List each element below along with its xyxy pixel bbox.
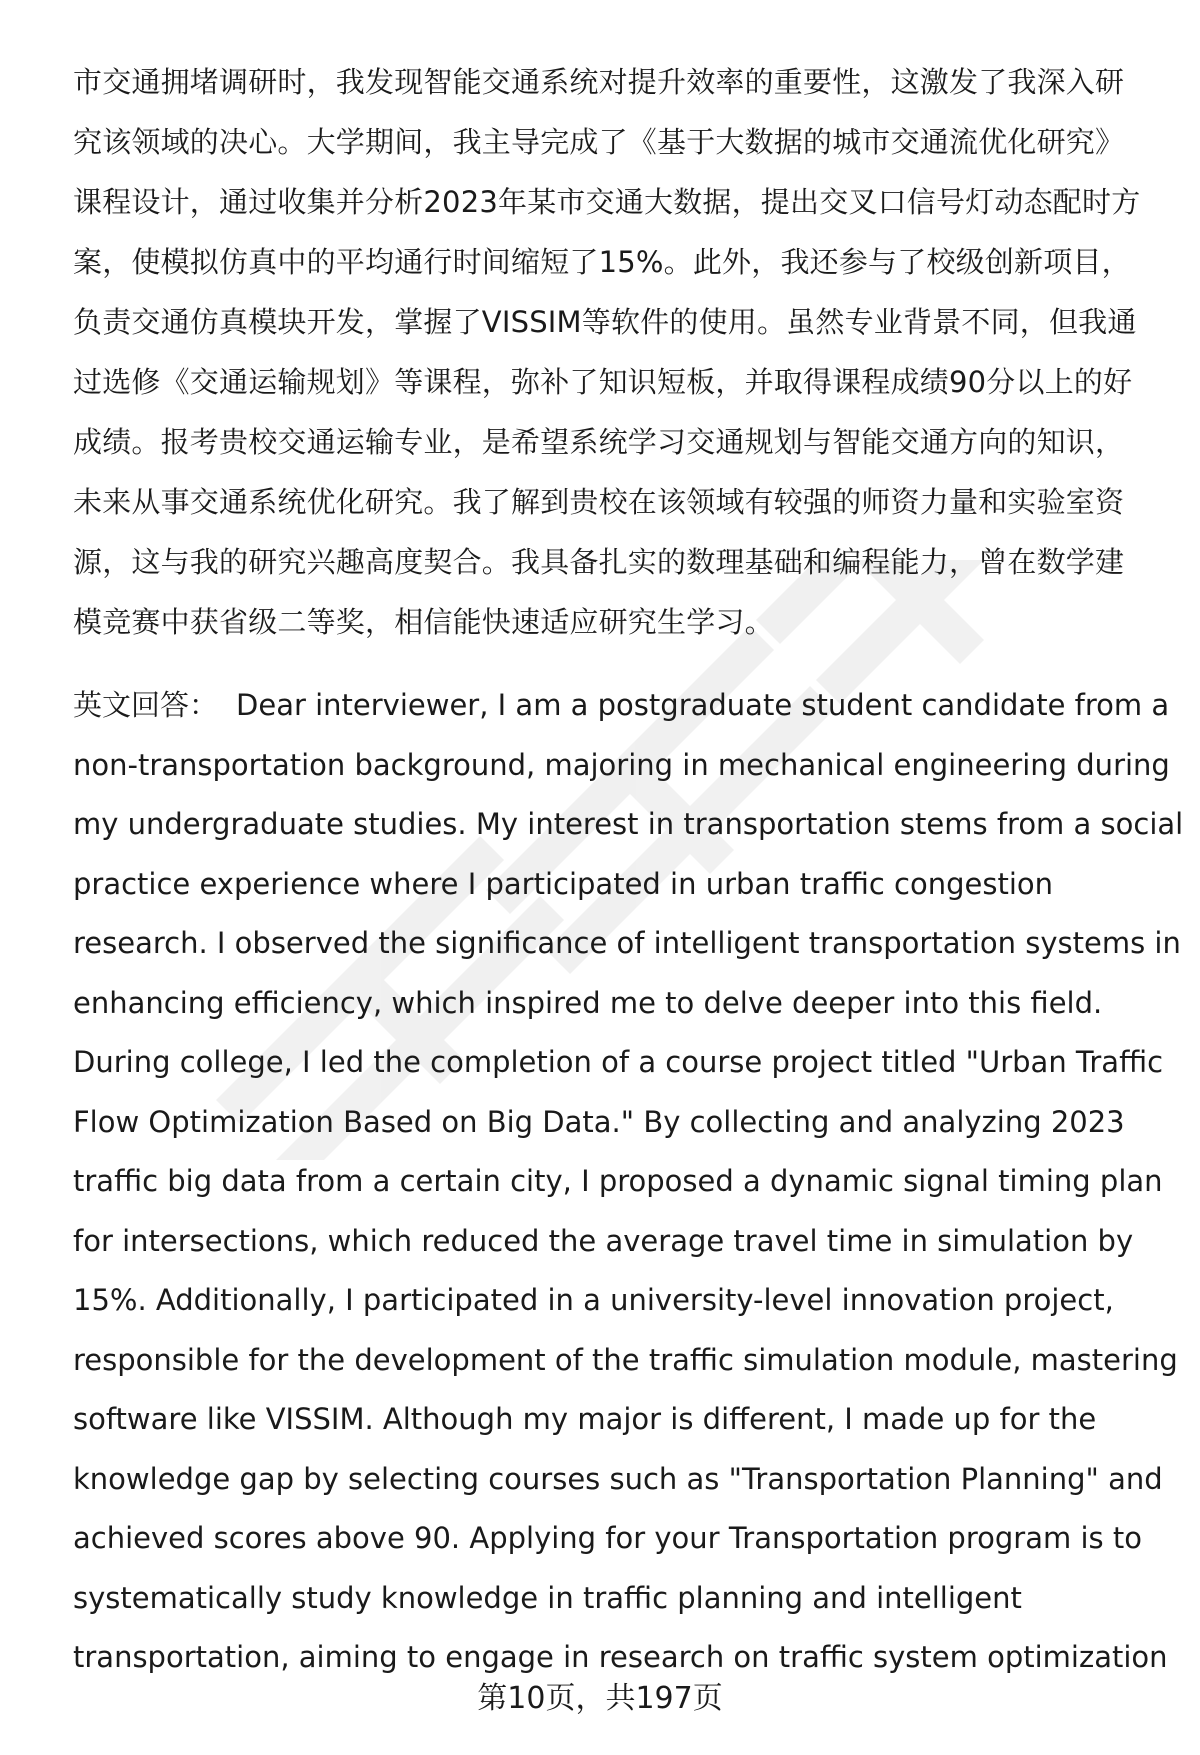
text-line: enhancing efficiency, which inspired me to delve deeper into this field.: [73, 985, 1103, 1020]
text-line: practice experience where I participated in urban traffic congestion: [73, 866, 1054, 901]
text-line-content: Dear interviewer, I am a postgraduate student candidate from a: [236, 688, 1170, 722]
text-line: non-transportation background, majoring in mechanical engineering during: [73, 747, 1170, 782]
english-answer-paragraph: [73, 676, 1184, 1688]
english-answer-label: 英文回答：: [73, 688, 219, 722]
text-line: systematically study knowledge in traffic planning and intelligent: [73, 1580, 1022, 1615]
text-line: 未来从事交通系统优化研究。我了解到贵校在该领域有较强的师资力量和实验室资: [73, 485, 1125, 519]
text-line: 案，使模拟仿真中的平均通行时间缩短了15%。此外，我还参与了校级创新项目，: [73, 245, 1131, 279]
text-line: 课程设计，通过收集并分析2023年某市交通大数据，提出交叉口信号灯动态配时方: [73, 185, 1141, 219]
text-line: transportation, aiming to engage in research on traffic system optimization: [73, 1640, 1168, 1674]
text-line: knowledge gap by selecting courses such as "Transportation Planning" and: [73, 1461, 1163, 1496]
text-line: software like VISSIM. Although my major is different, I made up for the: [73, 1402, 1097, 1436]
text-line: for intersections, which reduced the average travel time in simulation by: [73, 1223, 1134, 1258]
text-line: responsible for the development of the traffic simulation module, mastering: [73, 1342, 1178, 1377]
text-line: 成绩。报考贵校交通运输专业，是希望系统学习交通规划与智能交通方向的知识，: [73, 425, 1125, 459]
text-line: 源，这与我的研究兴趣高度契合。我具备扎实的数理基础和编程能力，曾在数学建: [73, 545, 1125, 579]
text-line: Flow Optimization Based on Big Data." By collecting and analyzing 2023: [73, 1104, 1125, 1139]
text-line: 模竞赛中获省级二等奖，相信能快速适应研究生学习。: [73, 605, 774, 639]
text-line: my undergraduate studies. My interest in transportation stems from a social: [73, 807, 1184, 841]
text-line: 究该领域的决心。大学期间，我主导完成了《基于大数据的城市交通流优化研究》: [73, 125, 1125, 159]
document-page: [73, 52, 1184, 1688]
text-line: 15%. Additionally, I participated in a university-level innovation project,: [73, 1283, 1114, 1317]
text-line: 市交通拥堵调研时，我发现智能交通系统对提升效率的重要性，这激发了我深入研: [73, 65, 1125, 99]
text-line: 负责交通仿真模块开发，掌握了VISSIM等软件的使用。虽然专业背景不同，但我通: [73, 305, 1137, 339]
text-line: research. I observed the significance of intelligent transportation systems in: [73, 926, 1181, 960]
page-number-footer: 第10页，共197页: [477, 1681, 723, 1716]
chinese-answer-paragraph: [73, 52, 1163, 652]
text-line: traffic big data from a certain city, I proposed a dynamic signal timing plan: [73, 1164, 1163, 1198]
text-line: 过选修《交通运输规划》等课程，弥补了知识短板，并取得课程成绩90分以上的好: [73, 365, 1133, 399]
text-line: [73, 676, 1170, 736]
text-line: achieved scores above 90. Applying for your Transportation program is to: [73, 1521, 1142, 1555]
text-line: During college, I led the completion of a course project titled "Urban Traffic: [73, 1045, 1164, 1079]
